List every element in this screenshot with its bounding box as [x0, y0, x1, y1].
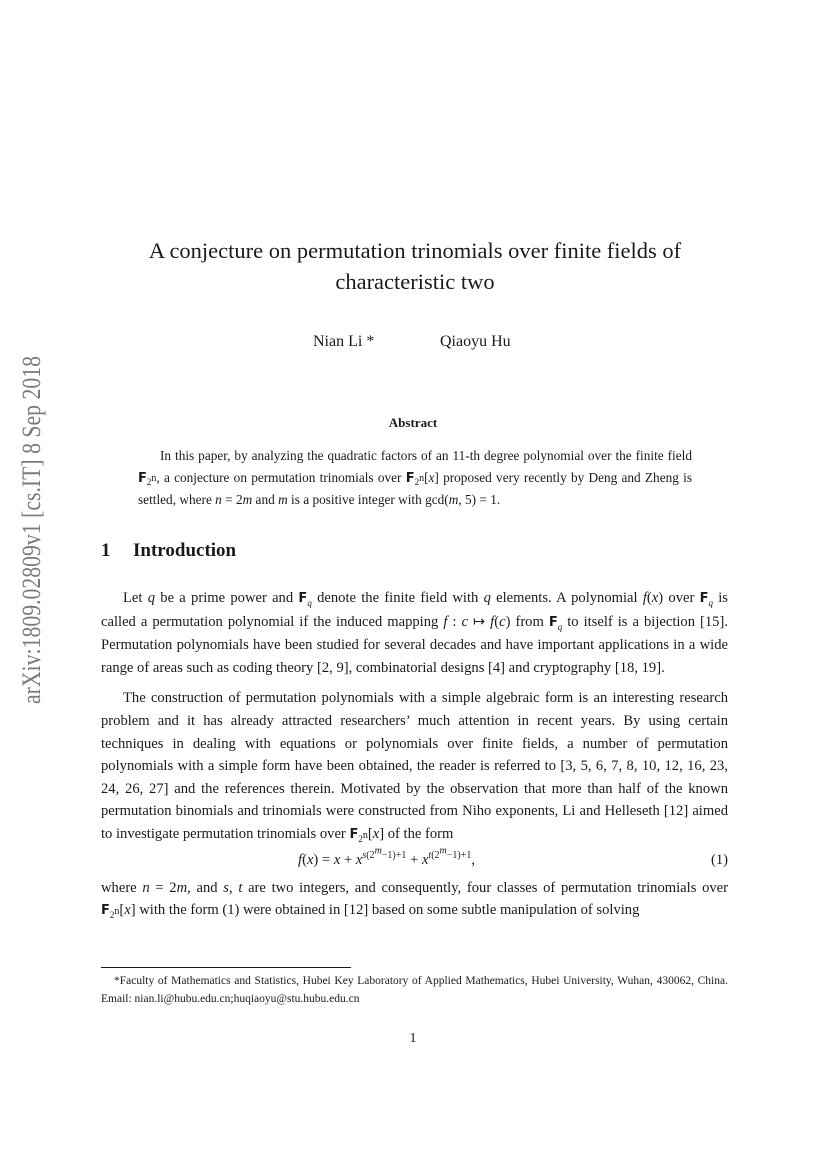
paragraph-3: where n = 2m, and s, t are two integers, and consequently, four classes of permutation trinomials over $F_{2^n}[x]$ with the form (1) were obtained in [12] based on some subtle manipulation of solving: [101, 879, 729, 921]
equation-formula: $f(x) = x + x^{s(2^m-1)+1} + x^{t(2^m-1)+1}$,: [298, 845, 476, 868]
footnote-text: *Faculty of Mathematics and Statistics, Hubei Key Laboratory of Applied Mathematics, Hubei University, Wuhan, 430062, China. Email: nian.li@hubu.edu.cn;huqiaoyu@stu.hubu.edu.cn: [101, 975, 728, 1005]
footnote: [101, 972, 728, 1008]
abstract-heading: Abstract: [388, 415, 438, 430]
section-heading: [101, 540, 236, 562]
section-title: Introduction: [133, 540, 237, 561]
equation-number: (1): [710, 851, 728, 868]
intro-body: [101, 587, 728, 931]
page-number: 1: [409, 1031, 417, 1046]
abstract-text: In this paper, by analyzing the quadratic factors of an 11-th degree polynomial over the finite field $F_{2^n}$, a conjecture on permutation trinomials over $F_{2^n}[x]$ proposed very recently by Deng and Zheng is settled, where n = 2m and m is a positive integer with gcd(m, 5) = 1.: [138, 448, 692, 508]
equation-1: [101, 847, 728, 877]
paragraph-2: The construction of permutation polynomials with a simple algebraic form is an interesting research problem and it has already attracted researchers’ much attention in recent years. By using certain techniques in dealing with equations or polynomials over finite fields, a number of permutation polynomials with a simple form have been obtained, the reader is referred to [3, 5, 6, 7, 8, 10, 12, 16, 23, 24, 26, 27] and the references therein. Motivated by the observation that more than half of the known permutation binomials and trinomials were constructed from Niho exponents, Li and Helleseth [12] aimed to investigate permutation trinomials over $F_{2^n}[x]$ of the form: [101, 690, 728, 844]
arxiv-identifier-sidebar: [4, 354, 48, 704]
title-line-2: characteristic two: [335, 269, 495, 294]
title-line-1: A conjecture on permutation trinomials over finite fields of: [148, 238, 682, 263]
arxiv-identifier-svg: [4, 354, 48, 704]
paper-title: [90, 235, 740, 297]
arxiv-identifier-text: arXiv:1809.02809v1 [cs.IT] 8 Sep 2018: [16, 354, 46, 704]
footnote-rule: [101, 967, 351, 968]
paragraph-1: Let q be a prime power and $F_q$ denote the finite field with q elements. A polynomial f(x) over $F_q$ is called a permutation polynomial if the induced mapping f : c ↦ f(c) from $F_q$ to itself is a bijection [15]. Permutation polynomials have been studied for several decades and have important applications in a wide range of areas such as coding theory [2, 9], combinatorial designs [4] and cryptography [18, 19].: [101, 590, 728, 676]
author-1: Nian Li *: [313, 333, 375, 350]
author-2: Qiaoyu Hu: [440, 333, 511, 350]
section-number: 1: [101, 540, 111, 561]
